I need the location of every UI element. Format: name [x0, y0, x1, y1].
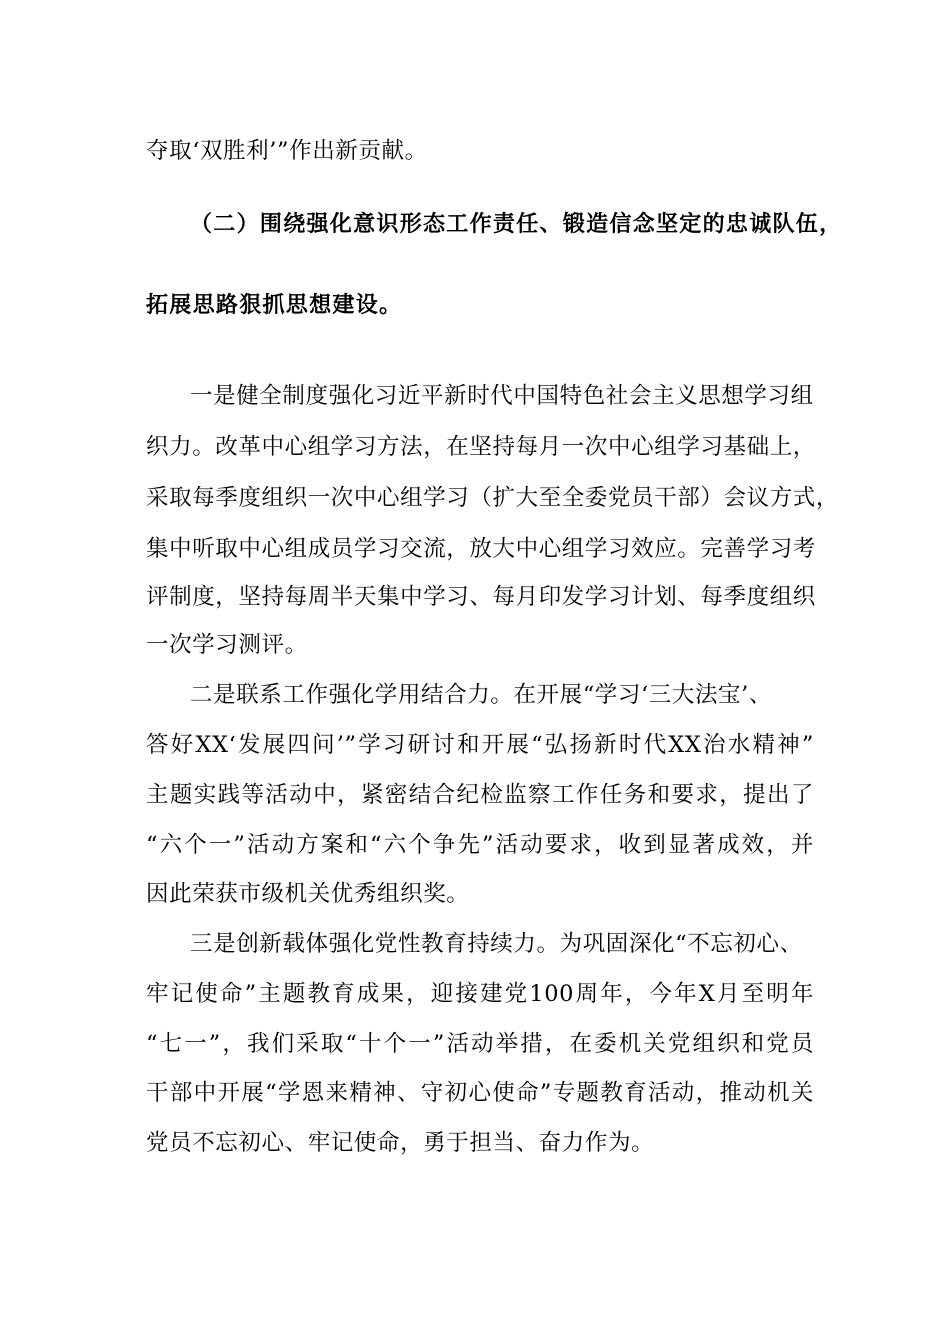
paragraph-1-line-3: 采取每季度组织一次中心组学习（扩大至全委党员干部）会议方式，	[146, 485, 840, 511]
paragraph-3-line-3: “七一”，我们采取“十个一”活动举措，在委机关党组织和党员	[146, 1031, 814, 1057]
section-heading-line-1: （二）围绕强化意识形态工作责任、锻造信念坚定的忠诚队伍，	[190, 212, 843, 237]
paragraph-3-line-5: 党员不忘初心、牢记使命，勇于担当、奋力作为。	[146, 1130, 655, 1156]
paragraph-1-line-4: 集中听取中心组成员学习交流，放大中心组学习效应。完善学习考	[146, 536, 816, 562]
paragraph-1-line-2: 织力。改革中心组学习方法，在坚持每月一次中心组学习基础上，	[146, 434, 816, 460]
paragraph-2-line-3: 主题实践等活动中，紧密结合纪检监察工作任务和要求，提出了	[146, 782, 814, 808]
paragraph-1-line-5: 评制度，坚持每周半天集中学习、每月印发学习计划、每季度组织	[146, 584, 816, 610]
paragraph-2-line-1: 二是联系工作强化学用结合力。在开展“学习‘三大法宝’、	[190, 682, 773, 708]
paragraph-3-line-4: 干部中开展“学恩来精神、守初心使命”专题教育活动，推动机关	[146, 1080, 814, 1106]
paragraph-continuation-line: 夺取‘双胜利’”作出新贡献。	[146, 138, 428, 164]
paragraph-1-line-1: 一是健全制度强化习近平新时代中国特色社会主义思想学习组	[190, 383, 814, 409]
paragraph-2-line-2: 答好XX‘发展四问’”学习研讨和开展“弘扬新时代XX治水精神”	[146, 732, 814, 758]
paragraph-3-line-1: 三是创新载体强化党性教育持续力。为巩固深化“不忘初心、	[190, 931, 803, 957]
paragraph-2-line-4: “六个一”活动方案和“六个争先”活动要求，收到显著成效，并	[146, 832, 814, 858]
paragraph-2-line-5: 因此荣获市级机关优秀组织奖。	[146, 881, 470, 907]
section-heading-line-2: 拓展思路狠抓思想建设。	[146, 293, 403, 318]
paragraph-3-line-2: 牢记使命”主题教育成果，迎接建党100周年，今年X月至明年	[146, 981, 814, 1007]
paragraph-1-line-6: 一次学习测评。	[146, 632, 308, 658]
